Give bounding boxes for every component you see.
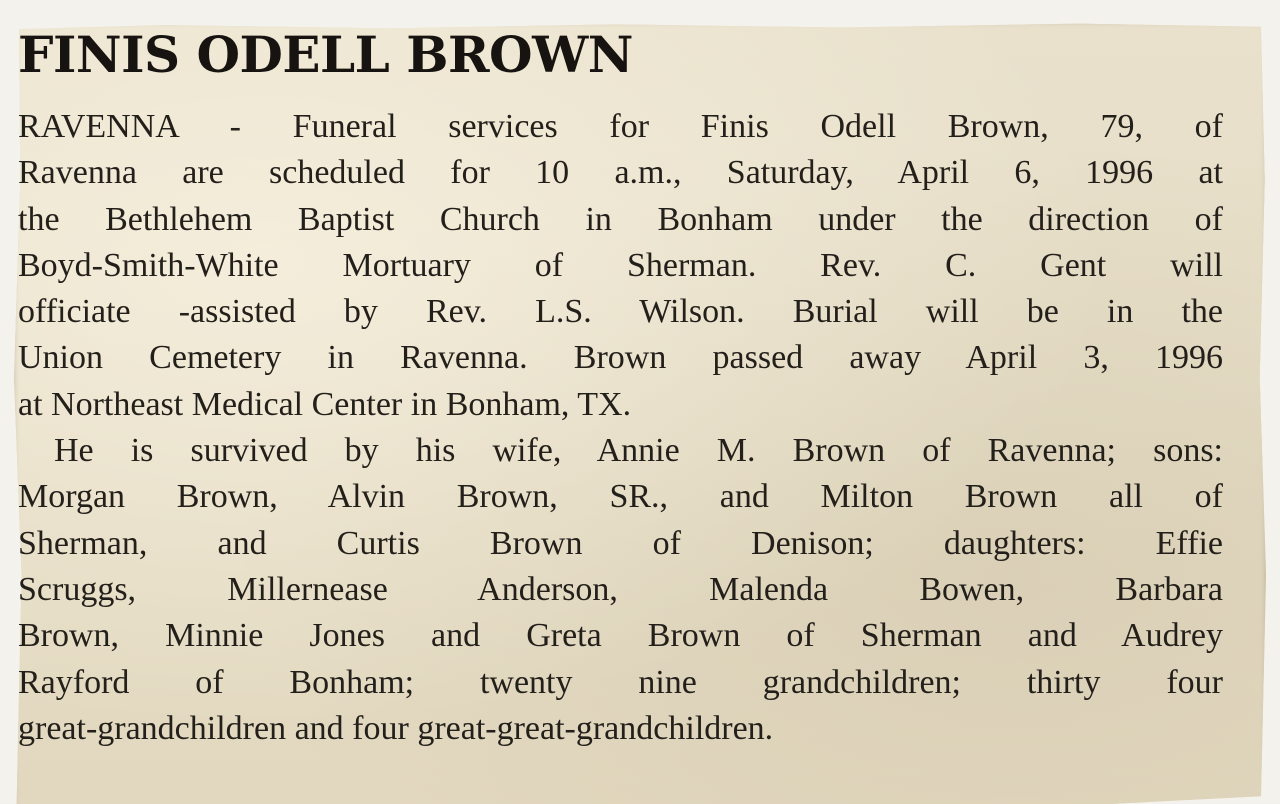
- obituary-headline: FINIS ODELL BROWN: [18, 25, 633, 84]
- text-line: Morgan Brown, Alvin Brown, SR., and Milton Brown all of: [18, 478, 1223, 516]
- text-line: Scruggs, Millernease Anderson, Malenda Bowen, Barbara: [18, 570, 1223, 608]
- text-line: Sherman, and Curtis Brown of Denison; daughters: Effie: [18, 524, 1223, 562]
- text-line: officiate -assisted by Rev. L.S. Wilson. Burial will be in the: [18, 293, 1223, 331]
- text-line: great-grandchildren and four great-great-grandchildren.: [18, 709, 774, 747]
- text-line: RAVENNA - Funeral services for Finis Odell Brown, 79, of: [18, 108, 1223, 145]
- text-line: Ravenna are scheduled for 10 a.m., Saturday, April 6, 1996 at: [18, 154, 1223, 192]
- text-line: Rayford of Bonham; twenty nine grandchildren; thirty four: [18, 663, 1223, 701]
- obituary-paragraph-2: [18, 428, 1223, 752]
- obituary-body: [18, 104, 1223, 752]
- text-line: Boyd-Smith-White Mortuary of Sherman. Rev. C. Gent will: [18, 246, 1223, 284]
- text-line: the Bethlehem Baptist Church in Bonham under the direction of: [18, 200, 1223, 238]
- text-line: Brown, Minnie Jones and Greta Brown of Sherman and Audrey: [18, 617, 1223, 655]
- text-line: Union Cemetery in Ravenna. Brown passed away April 3, 1996: [18, 339, 1223, 377]
- obituary-paragraph-1: [18, 104, 1223, 428]
- text-line: at Northeast Medical Center in Bonham, TX.: [18, 385, 632, 423]
- text-line: He is survived by his wife, Annie M. Brown of Ravenna; sons:: [54, 432, 1223, 470]
